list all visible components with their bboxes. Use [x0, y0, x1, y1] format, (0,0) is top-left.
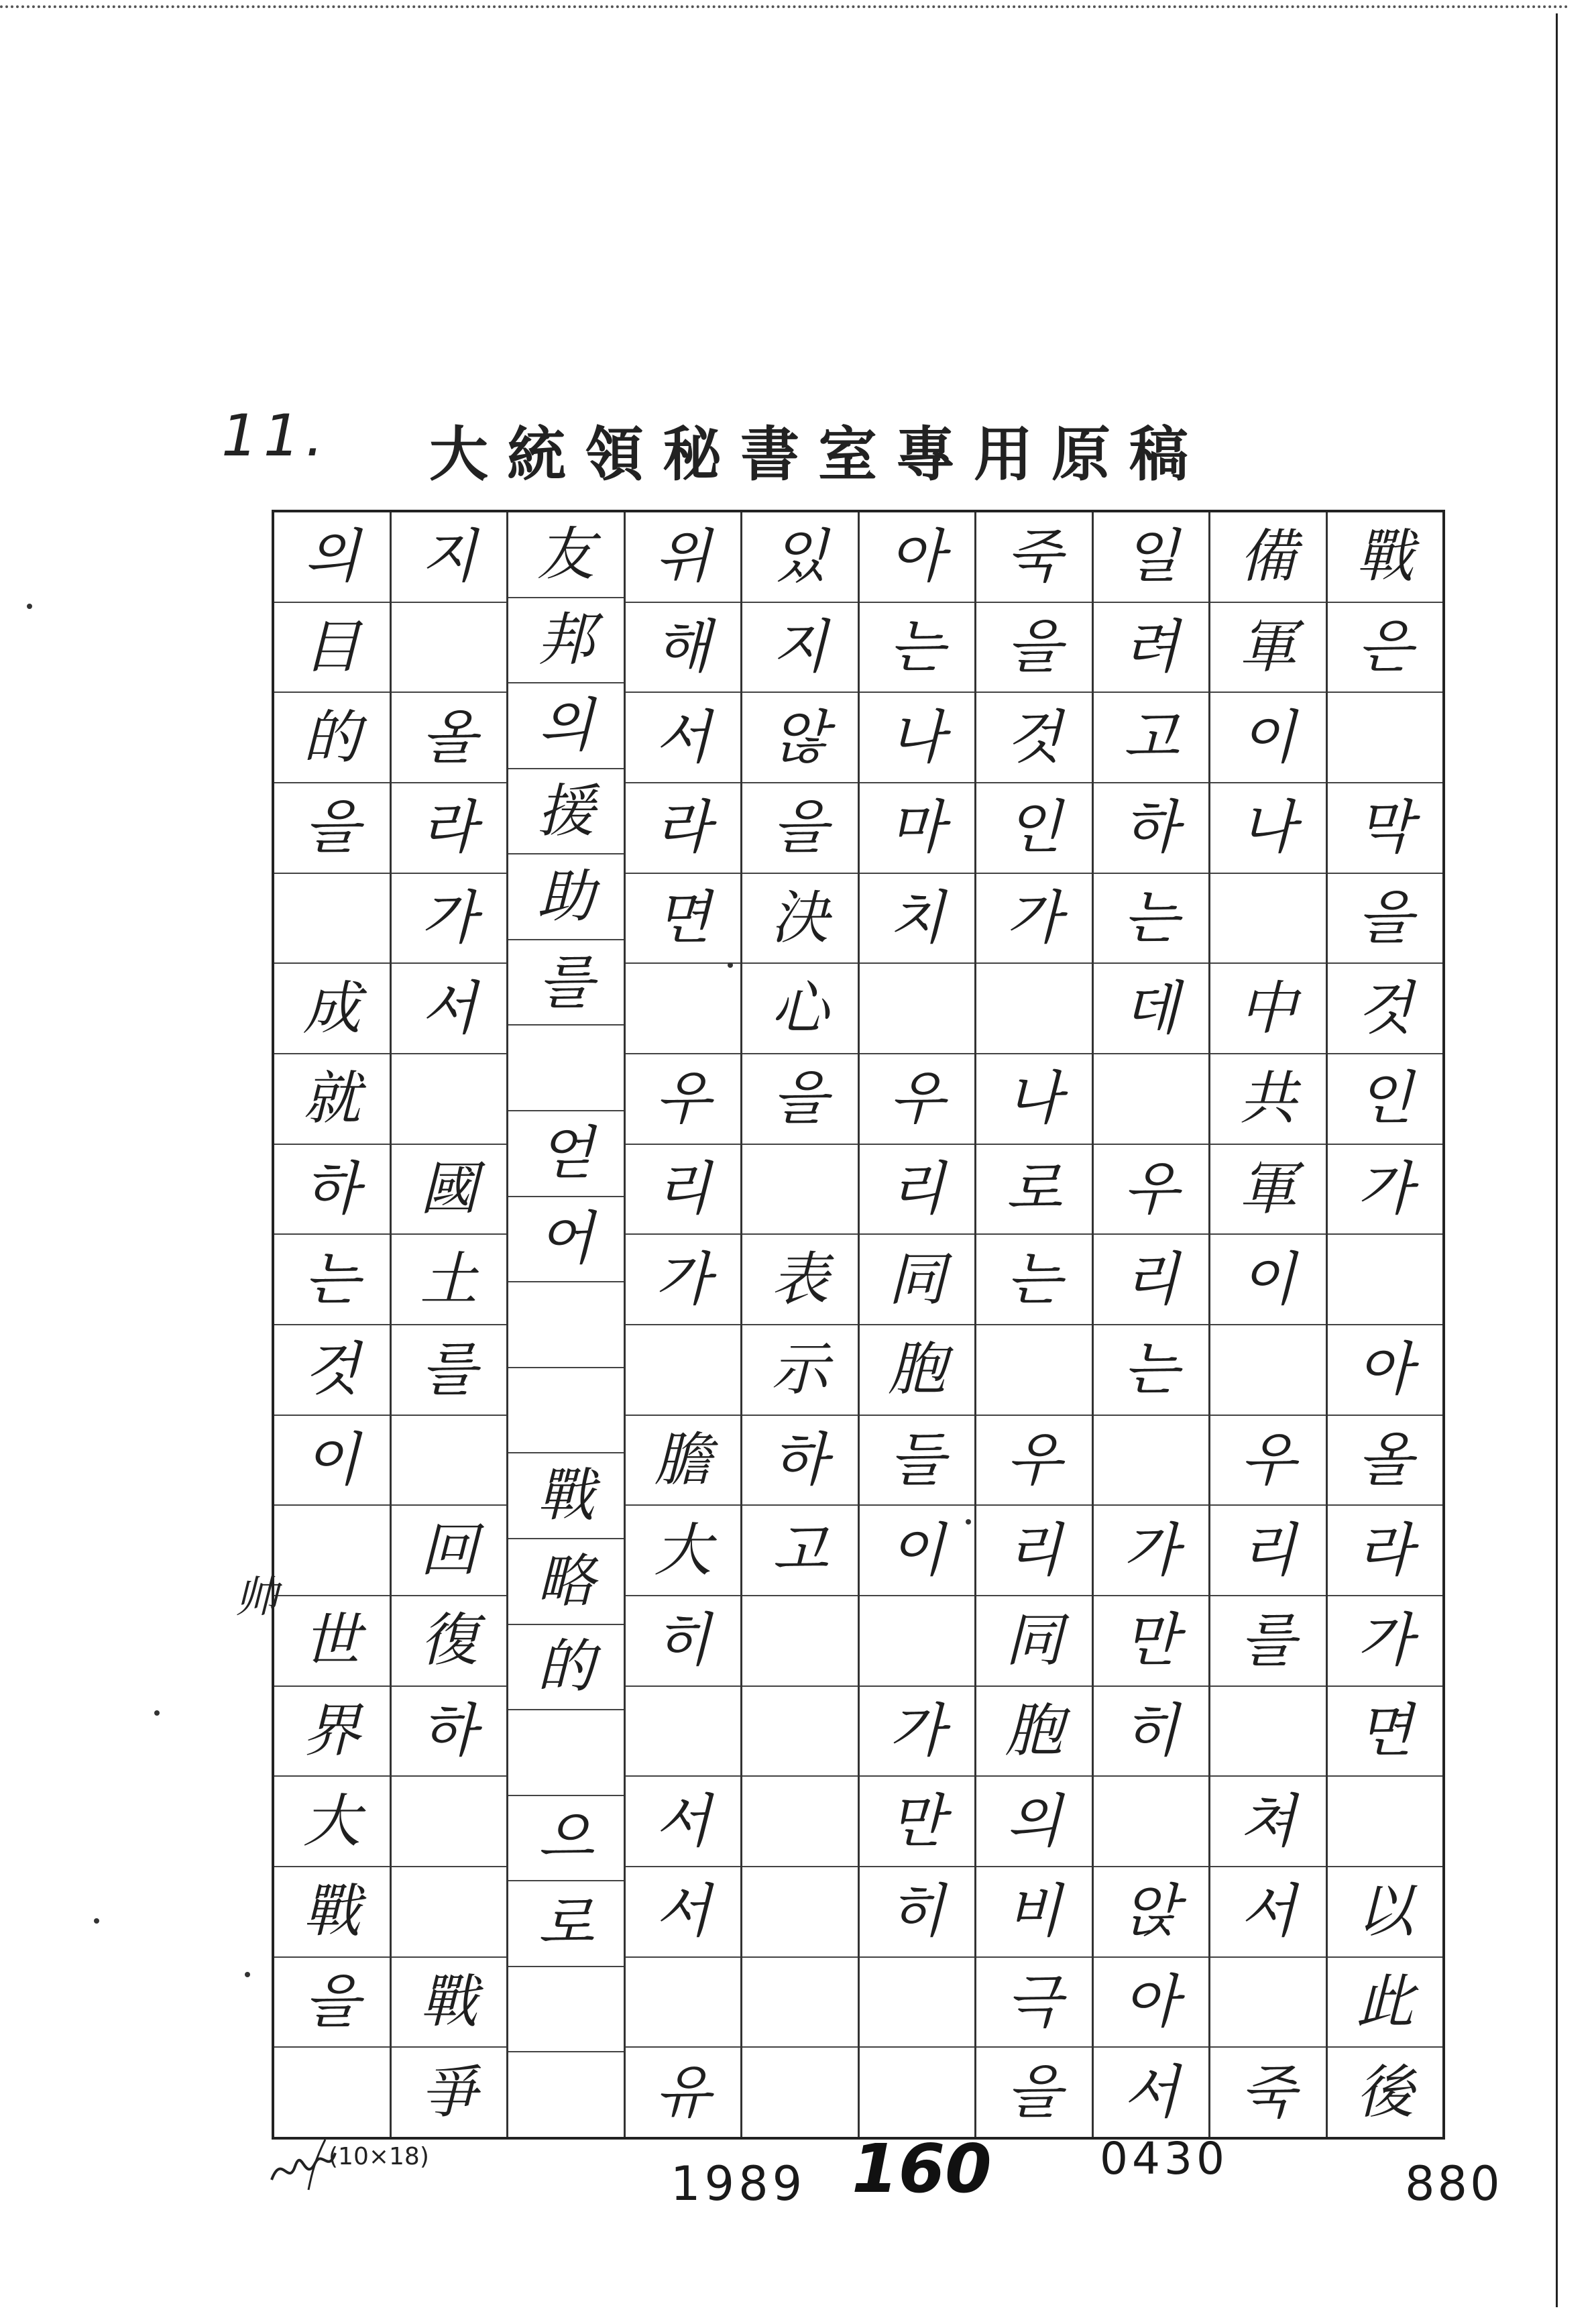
manuscript-cell: [742, 1775, 858, 1866]
manuscript-cell: 回: [392, 1504, 507, 1595]
manuscript-cell: 를: [508, 939, 624, 1025]
manuscript-cell: 하: [1094, 782, 1209, 873]
manuscript-cell: 復: [392, 1595, 507, 1685]
manuscript-cell: [860, 1595, 975, 1685]
manuscript-cell: 으: [508, 1795, 624, 1881]
scan-speck: [27, 604, 32, 609]
manuscript-cell: [274, 873, 390, 963]
manuscript-cell: [626, 1956, 741, 2047]
manuscript-cell: [392, 1775, 507, 1866]
manuscript-cell: 目: [274, 602, 390, 692]
manuscript-cell: 고: [1094, 691, 1209, 782]
manuscript-cell: [742, 1956, 858, 2047]
manuscript-cell: 로: [976, 1144, 1092, 1234]
manuscript-cell: 로: [508, 1880, 624, 1966]
manuscript-cell: [274, 2046, 390, 2137]
manuscript-cell: 어: [508, 1196, 624, 1282]
manuscript-cell: 면: [626, 873, 741, 963]
manuscript-cell: 하: [274, 1144, 390, 1234]
manuscript-cell: 大: [626, 1504, 741, 1595]
handwritten-page-number: 160: [852, 2129, 992, 2208]
manuscript-cell: 後: [1328, 2046, 1443, 2137]
manuscript-cell: 을: [976, 2046, 1092, 2137]
manuscript-cell: 界: [274, 1685, 390, 1776]
manuscript-cell: 을: [976, 602, 1092, 692]
manuscript-cell: [742, 2046, 858, 2137]
manuscript-cell: 올: [1328, 1415, 1443, 1505]
manuscript-cell: 우: [860, 1053, 975, 1144]
manuscript-cell: 膽: [626, 1415, 741, 1505]
manuscript-cell: [392, 1866, 507, 1956]
manuscript-cell: 의: [976, 1775, 1092, 1866]
manuscript-cell: 示: [742, 1324, 858, 1415]
manuscript-cell: [508, 1367, 624, 1453]
manuscript-cell: [1094, 1775, 1209, 1866]
manuscript-cell: 決: [742, 873, 858, 963]
manuscript-cell: 戰: [508, 1452, 624, 1538]
manuscript-cell: 가: [1328, 1595, 1443, 1685]
manuscript-cell: 라: [1328, 1504, 1443, 1595]
scan-speck: [966, 1519, 971, 1525]
manuscript-cell: 爭: [392, 2046, 507, 2137]
manuscript-cell: 大: [274, 1775, 390, 1866]
manuscript-cell: 의: [304, 523, 360, 591]
manuscript-cell: 것: [1328, 962, 1443, 1053]
manuscript-column: [274, 512, 390, 2137]
manuscript-cell: 치: [860, 873, 975, 963]
manuscript-cell: 軍: [1210, 1144, 1326, 1234]
manuscript-cell: 나: [1210, 782, 1326, 873]
form-title: 大統領秘書室專用原稿: [429, 419, 1208, 489]
manuscript-column: [624, 512, 741, 2137]
manuscript-cell: 서: [626, 691, 741, 782]
manuscript-cell: 共: [1210, 1053, 1326, 1144]
manuscript-cell: 있: [772, 523, 828, 591]
manuscript-cell: 앉: [1094, 1866, 1209, 1956]
scan-speck: [94, 1918, 99, 1924]
manuscript-cell: [274, 1504, 390, 1595]
manuscript-column: [858, 512, 975, 2137]
manuscript-cell: [1328, 691, 1443, 782]
manuscript-cell: [976, 962, 1092, 1053]
manuscript-cell: 히: [860, 1866, 975, 1956]
manuscript-cell: [742, 1685, 858, 1776]
manuscript-cell: [1328, 1233, 1443, 1324]
manuscript-cell: [508, 1024, 624, 1110]
manuscript-cell: 는: [860, 602, 975, 692]
manuscript-cell: 려: [1094, 602, 1209, 692]
manuscript-cell: [1210, 1324, 1326, 1415]
manuscript-cell: 가: [1094, 1504, 1209, 1595]
manuscript-cell: 유: [626, 2046, 741, 2137]
manuscript-cell: 胞: [976, 1685, 1092, 1776]
manuscript-column: [506, 512, 624, 2137]
footer-code: 0430: [1100, 2133, 1229, 2184]
manuscript-cell: 는: [1094, 1324, 1209, 1415]
manuscript-cell: 胞: [860, 1324, 975, 1415]
manuscript-cell: 는: [274, 1233, 390, 1324]
manuscript-cell: 가: [1328, 1144, 1443, 1234]
grid-size-label: (10×18): [329, 2143, 429, 2170]
manuscript-cell: 邦: [508, 597, 624, 683]
manuscript-cell: 나: [976, 1053, 1092, 1144]
manuscript-cell: 리: [626, 1144, 741, 1234]
manuscript-cell: [1210, 1956, 1326, 2047]
manuscript-cell: 備: [1239, 523, 1297, 591]
manuscript-cell: 우: [626, 1053, 741, 1144]
manuscript-cell: 同: [860, 1233, 975, 1324]
manuscript-cell: [508, 1966, 624, 2052]
manuscript-cell: 인: [976, 782, 1092, 873]
manuscript-cell: [392, 602, 507, 692]
manuscript-cell: 해: [626, 602, 741, 692]
margin-note-left: 帅: [235, 1573, 278, 1622]
manuscript-cell: [1210, 873, 1326, 963]
manuscript-cell: 國: [392, 1144, 507, 1234]
manuscript-cell: 을: [742, 782, 858, 873]
manuscript-cell: 리: [860, 1144, 975, 1234]
manuscript-cell: 막: [1328, 782, 1443, 873]
manuscript-cell: 가: [860, 1685, 975, 1776]
manuscript-cell: 올: [392, 691, 507, 782]
manuscript-cell: [1094, 1053, 1209, 1144]
manuscript-cell: 얻: [508, 1110, 624, 1196]
manuscript-cell: 것: [976, 691, 1092, 782]
manuscript-cell: 以: [1328, 1866, 1443, 1956]
manuscript-cell: 略: [508, 1538, 624, 1624]
manuscript-cell: 表: [742, 1233, 858, 1324]
manuscript-cell: 만: [1094, 1595, 1209, 1685]
manuscript-cell: 것: [274, 1324, 390, 1415]
manuscript-cell: [976, 1324, 1092, 1415]
manuscript-column: [1326, 512, 1443, 2137]
manuscript-cell: 心: [742, 962, 858, 1053]
page-number: 11.: [221, 402, 329, 469]
manuscript-cell: [742, 1595, 858, 1685]
manuscript-cell: 고: [742, 1504, 858, 1595]
scan-speck: [154, 1710, 160, 1716]
manuscript-cell: 우: [1210, 1415, 1326, 1505]
manuscript-cell: 이: [274, 1415, 390, 1505]
manuscript-cell: 同: [976, 1595, 1092, 1685]
manuscript-cell: 世: [274, 1595, 390, 1685]
manuscript-cell: 우: [976, 1415, 1092, 1505]
manuscript-cell: 죽: [1006, 523, 1062, 591]
manuscript-cell: 아: [1094, 1956, 1209, 2047]
manuscript-cell: 리: [976, 1504, 1092, 1595]
manuscript-cell: 戰: [1356, 523, 1414, 591]
manuscript-cell: 리: [1210, 1504, 1326, 1595]
manuscript-cell: [508, 1281, 624, 1367]
manuscript-cell: 서: [1210, 1866, 1326, 1956]
manuscript-cell: 지: [742, 602, 858, 692]
manuscript-column: [390, 512, 507, 2137]
footer-number: 880: [1405, 2156, 1503, 2211]
manuscript-cell: 가: [976, 873, 1092, 963]
manuscript-cell: 일: [1123, 523, 1179, 591]
manuscript-cell: 을: [1328, 873, 1443, 963]
manuscript-column: [1208, 512, 1326, 2137]
manuscript-cell: 成: [274, 962, 390, 1053]
manuscript-cell: 戰: [392, 1956, 507, 2047]
manuscript-cell: 戰: [274, 1866, 390, 1956]
manuscript-cell: 라: [392, 782, 507, 873]
manuscript-cell: 히: [1094, 1685, 1209, 1776]
manuscript-cell: 서: [626, 1866, 741, 1956]
manuscript-cell: 이: [1210, 691, 1326, 782]
manuscript-cell: 마: [860, 782, 975, 873]
manuscript-cell: [742, 1866, 858, 1956]
manuscript-cell: 의: [508, 682, 624, 768]
manuscript-cell: 軍: [1210, 602, 1326, 692]
manuscript-cell: 라: [626, 782, 741, 873]
manuscript-cell: 를: [1210, 1595, 1326, 1685]
manuscript-cell: 리: [1094, 1233, 1209, 1324]
manuscript-cell: 을: [742, 1053, 858, 1144]
manuscript-cell: 이: [860, 1504, 975, 1595]
manuscript-cell: 위: [654, 523, 711, 591]
manuscript-cell: [860, 1956, 975, 2047]
manuscript-cell: 아: [1328, 1324, 1443, 1415]
manuscript-cell: [1094, 1415, 1209, 1505]
manuscript-cell: 지: [420, 523, 477, 591]
manuscript-cell: 히: [626, 1595, 741, 1685]
manuscript-cell: 를: [392, 1324, 507, 1415]
manuscript-cell: 극: [976, 1956, 1092, 2047]
manuscript-column: [1092, 512, 1209, 2137]
manuscript-cell: [508, 2051, 624, 2137]
manuscript-cell: [1210, 1685, 1326, 1776]
manuscript-cell: 않: [742, 691, 858, 782]
manuscript-cell: 서: [626, 1775, 741, 1866]
manuscript-cell: 은: [1328, 602, 1443, 692]
page-edge-line: [1556, 13, 1558, 2307]
manuscript-cell: 비: [976, 1866, 1092, 1956]
scan-speck: [245, 1972, 250, 1977]
manuscript-cell: 就: [274, 1053, 390, 1144]
manuscript-cell: [392, 1053, 507, 1144]
manuscript-cell: 中: [1210, 962, 1326, 1053]
manuscript-cell: 援: [508, 768, 624, 854]
manuscript-cell: 아: [889, 523, 945, 591]
manuscript-cell: [508, 1709, 624, 1795]
manuscript-cell: 인: [1328, 1053, 1443, 1144]
scan-speck: [728, 962, 733, 968]
manuscript-cell: 서: [1094, 2046, 1209, 2137]
manuscript-cell: [742, 1144, 858, 1234]
manuscript-cell: 쳐: [1210, 1775, 1326, 1866]
manuscript-cell: 此: [1328, 1956, 1443, 2047]
manuscript-cell: 助: [508, 853, 624, 939]
manuscript-cell: 데: [1094, 962, 1209, 1053]
manuscript-column: [740, 512, 858, 2137]
manuscript-cell: 土: [392, 1233, 507, 1324]
manuscript-cell: 이: [1210, 1233, 1326, 1324]
manuscript-cell: [860, 2046, 975, 2137]
footer-year: 1989: [671, 2156, 807, 2211]
manuscript-cell: 을: [274, 782, 390, 873]
manuscript-cell: [392, 1415, 507, 1505]
top-dotted-rule: [0, 5, 1569, 8]
manuscript-cell: 的: [508, 1624, 624, 1710]
manuscript-cell: 的: [274, 691, 390, 782]
manuscript-cell: 가: [392, 873, 507, 963]
manuscript-cell: 는: [1094, 873, 1209, 963]
manuscript-cell: [860, 962, 975, 1053]
manuscript-cell: [1328, 1775, 1443, 1866]
manuscript-cell: 들: [860, 1415, 975, 1505]
manuscript-cell: [626, 962, 741, 1053]
manuscript-column: [974, 512, 1092, 2137]
manuscript-grid: [272, 510, 1445, 2140]
manuscript-cell: 나: [860, 691, 975, 782]
manuscript-cell: 는: [976, 1233, 1092, 1324]
manuscript-cell: 우: [1094, 1144, 1209, 1234]
manuscript-cell: [626, 1685, 741, 1776]
manuscript-cell: 가: [626, 1233, 741, 1324]
manuscript-cell: 면: [1328, 1685, 1443, 1776]
manuscript-cell: 죽: [1210, 2046, 1326, 2137]
manuscript-cell: 서: [392, 962, 507, 1053]
manuscript-cell: [626, 1324, 741, 1415]
manuscript-cell: 하: [392, 1685, 507, 1776]
manuscript-cell: 友: [536, 520, 595, 588]
manuscript-cell: 만: [860, 1775, 975, 1866]
manuscript-cell: 을: [274, 1956, 390, 2047]
manuscript-cell: 하: [742, 1415, 858, 1505]
